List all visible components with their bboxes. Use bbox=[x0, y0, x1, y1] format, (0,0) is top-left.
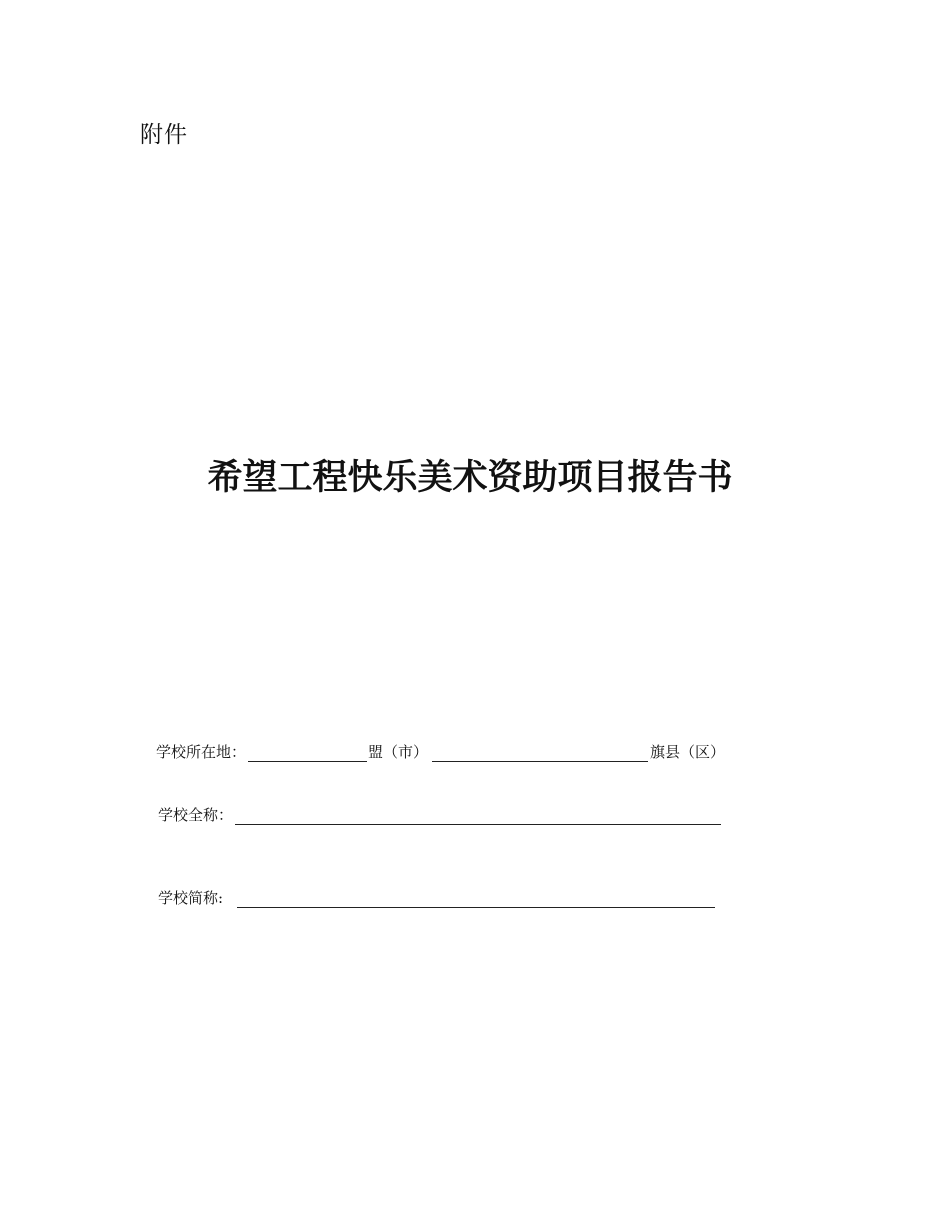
county-district-suffix: 旗县（区） bbox=[650, 743, 726, 761]
school-location-label: 学校所在地： bbox=[156, 743, 247, 761]
school-short-name-row bbox=[158, 888, 715, 908]
attachment-label: 附件 bbox=[140, 122, 188, 148]
school-full-name-label: 学校全称： bbox=[158, 806, 234, 824]
school-full-name-row bbox=[158, 805, 721, 825]
league-city-blank[interactable] bbox=[248, 742, 367, 762]
school-location-row bbox=[156, 742, 725, 762]
school-short-name-blank[interactable] bbox=[237, 888, 715, 908]
document-title: 希望工程快乐美术资助项目报告书 bbox=[207, 457, 733, 498]
league-city-suffix: 盟（市） bbox=[368, 743, 429, 761]
school-full-name-blank[interactable] bbox=[235, 805, 721, 825]
school-short-name-label: 学校简称: bbox=[158, 889, 224, 907]
county-district-blank[interactable] bbox=[432, 742, 648, 762]
